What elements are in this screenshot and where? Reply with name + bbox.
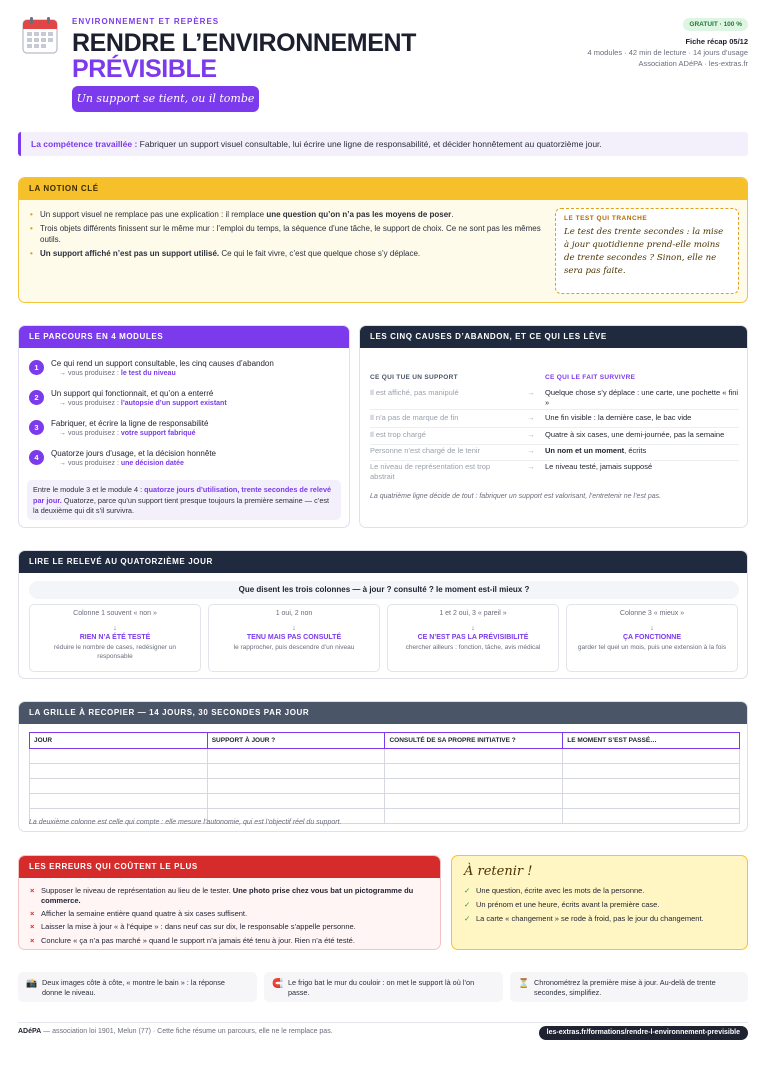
grille-note: La deuxième colonne est celle qui compte : elle mesure l’autonomie, qui est l’objectif réel du support. (29, 819, 342, 826)
table-header-row (30, 733, 740, 749)
arrow-right-icon: → (527, 446, 535, 455)
cause-row: Il est affiché, pas manipulé → Quelque chose s’y déplace : une carte, une pochette « fini » (370, 388, 739, 410)
releve-question: Que disent les trois colonnes — à jour ? consulté ? le moment est-il mieux ? (29, 581, 739, 599)
cross-icon: × (30, 909, 35, 918)
parcours-card (18, 325, 350, 528)
erreurs-heading: LES ERREURS QUI COÛTENT LE PLUS (19, 856, 440, 878)
cross-icon: × (30, 936, 35, 945)
tip-card: ⏳ Chronométrez la première mise à jour. Au-delà de trente secondes, simplifiez. (510, 972, 748, 1002)
arrow-down-icon: ↓ (292, 625, 296, 632)
check-icon: ✓ (464, 886, 471, 895)
tagline: Un support se tient, ou il tombe (72, 86, 259, 112)
step-number: 3 (29, 420, 44, 435)
step-title: Ce qui rend un support consultable, les cinq causes d’abandon (51, 359, 274, 368)
notion-heading: LA NOTION CLÉ (19, 178, 747, 200)
step-number: 1 (29, 360, 44, 375)
notion-bullet-2: • Trois objets différents finissent sur le même mur : l’emploi du temps, la séquence d’une tâche, le support de choix. Ce ne sont pas les mêmes outils. (30, 224, 541, 244)
check-icon: ✓ (464, 900, 471, 909)
hourglass-icon: ⏳ (518, 978, 530, 988)
error-item: × Supposer le niveau de représentation au lieu de le tester. Une photo prise chez vous bat un pictogramme du commerce. (30, 886, 414, 905)
cross-icon: × (30, 922, 35, 931)
bullet-dot-icon: • (30, 224, 33, 233)
grille-heading: LA GRILLE À RECOPIER — 14 JOURS, 30 SECONDES PAR JOUR (19, 702, 747, 724)
free-badge: GRATUIT · 100 % (683, 18, 748, 31)
arrow-down-icon: ↓ (113, 625, 117, 632)
error-item: × Conclure « ça n’a pas marché » quand le support n’a jamais été tenu à jour. Rien n’a été testé. (30, 936, 355, 945)
footer-text: ADéPA — association loi 1901, Melun (77) · Cette fiche résume un parcours, elle ne le remplace pas. (18, 1028, 333, 1035)
table-row (30, 794, 740, 809)
retenir-card (451, 855, 748, 950)
releve-card (18, 550, 748, 679)
error-item: × Afficher la semaine entière quand quatre à six cases suffisent. (30, 909, 248, 918)
cause-row: Il n’a pas de marque de fin → Une fin visible : la dernière case, le bac vide (370, 413, 739, 428)
calendar-icon (22, 16, 58, 54)
test-label: LE TEST QUI TRANCHE (564, 215, 648, 222)
header (22, 14, 748, 114)
table-header: SUPPORT À JOUR ? (207, 733, 385, 749)
page-title-line2: PRÉVISIBLE (72, 55, 217, 83)
eyebrow: ENVIRONNEMENT ET REPÈRES (72, 17, 220, 26)
cause-row: Il est trop chargé → Quatre à six cases, une demi-journée, pas la semaine (370, 430, 739, 445)
causes-heading: LES CINQ CAUSES D’ABANDON, ET CE QUI LES LÈVE (360, 326, 747, 348)
causes-col-left: CE QUI TUE UN SUPPORT (370, 374, 458, 381)
bullet-dot-icon: • (30, 210, 33, 219)
takeaway-item: ✓ Un prénom et une heure, écrits avant la première case. (464, 900, 660, 909)
causes-col-right: CE QUI LE FAIT SURVIVRE (545, 374, 636, 381)
releve-case: Colonne 1 souvent « non » ↓ RIEN N’A ÉTÉ TESTÉ réduire le nombre de cases, redésigner un responsable (29, 604, 201, 672)
step-number: 2 (29, 390, 44, 405)
takeaway-item: ✓ Une question, écrite avec les mots de la personne. (464, 886, 645, 895)
arrow-down-icon: ↓ (471, 625, 475, 632)
notion-card (18, 177, 748, 303)
table-header: CONSULTÉ DE SA PROPRE INITIATIVE ? (385, 733, 563, 749)
causes-card (359, 325, 748, 528)
notion-bullet-1: • Un support visuel ne remplace pas une explication : il remplace une question qu’on n’a pas les moyens de poser. (30, 210, 454, 219)
step-title: Quatorze jours d’usage, et la décision honnête (51, 449, 216, 458)
magnet-icon: 🧲 (272, 978, 284, 988)
meta-org: Association ADéPA · les-extras.fr (638, 59, 748, 68)
cause-row: Personne n’est chargé de le tenir → Un nom et un moment, écrits (370, 446, 739, 461)
cause-row: Le niveau de représentation est trop abstrait → Le niveau testé, jamais supposé (370, 462, 653, 481)
meta-details: 4 modules · 42 min de lecture · 14 jours d’usage (587, 48, 748, 57)
table-header: LE MOMENT S’EST PASSÉ… (563, 733, 740, 749)
check-icon: ✓ (464, 914, 471, 923)
causes-note: La quatrième ligne décide de tout : fabriquer un support est valorisant, l’entretenir ne l’est pas. (370, 493, 662, 500)
test-text: Le test des trente secondes : la mise à jour quotidienne prend-elle moins de trente secondes ? Sinon, elle ne sera pas faite. (564, 227, 724, 276)
step-title: Un support qui fonctionnait, et qu’on a enterré (51, 389, 214, 398)
table-header: JOUR (30, 733, 208, 749)
arrow-right-icon: → (527, 430, 535, 439)
meta-block (488, 18, 748, 68)
arrow-right-icon: → (527, 413, 535, 422)
step-output: → vous produisez : le test du niveau (59, 370, 176, 377)
releve-case: 1 et 2 oui, 3 « pareil » ↓ CE N’EST PAS LA PRÉVISIBILITÉ chercher ailleurs : fonction, tâche, avis médical (387, 604, 559, 672)
footer-divider (18, 1022, 748, 1023)
arrow-right-icon: → (527, 462, 535, 471)
error-item: × Laisser la mise à jour « à l’équipe » : dans neuf cas sur dix, le responsable s’appelle personne. (30, 922, 356, 931)
step-output: → vous produisez : une décision datée (59, 460, 184, 467)
tip-card: 📸 Deux images côte à côte, « montre le bain » : la réponse donne le niveau. (18, 972, 257, 1002)
test-box (555, 208, 739, 294)
notion-bullet-3: • Un support affiché n’est pas un support utilisé. Ce qui le fait vivre, c’est que quelque chose s’y déplace. (30, 249, 421, 258)
releve-case: 1 oui, 2 non ↓ TENU MAIS PAS CONSULTÉ le rapprocher, puis descendre d’un niveau (208, 604, 380, 672)
retenir-title: À retenir ! (464, 864, 533, 879)
sheet-number: Fiche récap 05/12 (685, 37, 748, 46)
arrow-down-icon: ↓ (650, 625, 654, 632)
releve-case: Colonne 3 « mieux » ↓ ÇA FONCTIONNE garder tel quel un mois, puis une extension à la fois (566, 604, 738, 672)
table-row (30, 764, 740, 779)
tip-card: 🧲 Le frigo bat le mur du couloir : on met le support là où l’on passe. (264, 972, 503, 1002)
step-title: Fabriquer, et écrire la ligne de responsabilité (51, 419, 209, 428)
table-row (30, 749, 740, 764)
parcours-note: Entre le module 3 et le module 4 : quatorze jours d’utilisation, trente secondes de relevé par jour. Quatorze, parce qu’un support tient presque toujours la première semaine — c’est la deuxième qui dit s’il survivra. (27, 480, 341, 520)
step-number: 4 (29, 450, 44, 465)
camera-icon: 📸 (26, 978, 38, 988)
takeaway-item: ✓ La carte « changement » se rode à froid, pas le jour du changement. (464, 914, 704, 923)
step-output: → vous produisez : votre support fabriqué (59, 430, 196, 437)
erreurs-card (18, 855, 441, 950)
parcours-heading: LE PARCOURS EN 4 MODULES (19, 326, 349, 348)
cross-icon: × (30, 886, 35, 895)
skill-text: Fabriquer un support visuel consultable, lui écrire une ligne de responsabilité, et décider honnêtement au quatorzième jour. (137, 139, 602, 149)
arrow-right-icon: → (527, 388, 535, 397)
skill-label: La compétence travaillée : (31, 139, 138, 149)
skill-banner (18, 132, 748, 156)
page-title-line1: RENDRE L’ENVIRONNEMENT (72, 29, 417, 57)
footer-url-link[interactable]: les-extras.fr/formations/rendre-l-environnement-previsible (539, 1026, 748, 1040)
bullet-dot-icon: • (30, 249, 33, 258)
step-output: → vous produisez : l’autopsie d’un support existant (59, 400, 227, 407)
grille-card (18, 701, 748, 832)
grille-table (29, 732, 740, 824)
releve-heading: LIRE LE RELEVÉ AU QUATORZIÈME JOUR (19, 551, 747, 573)
table-row (30, 779, 740, 794)
